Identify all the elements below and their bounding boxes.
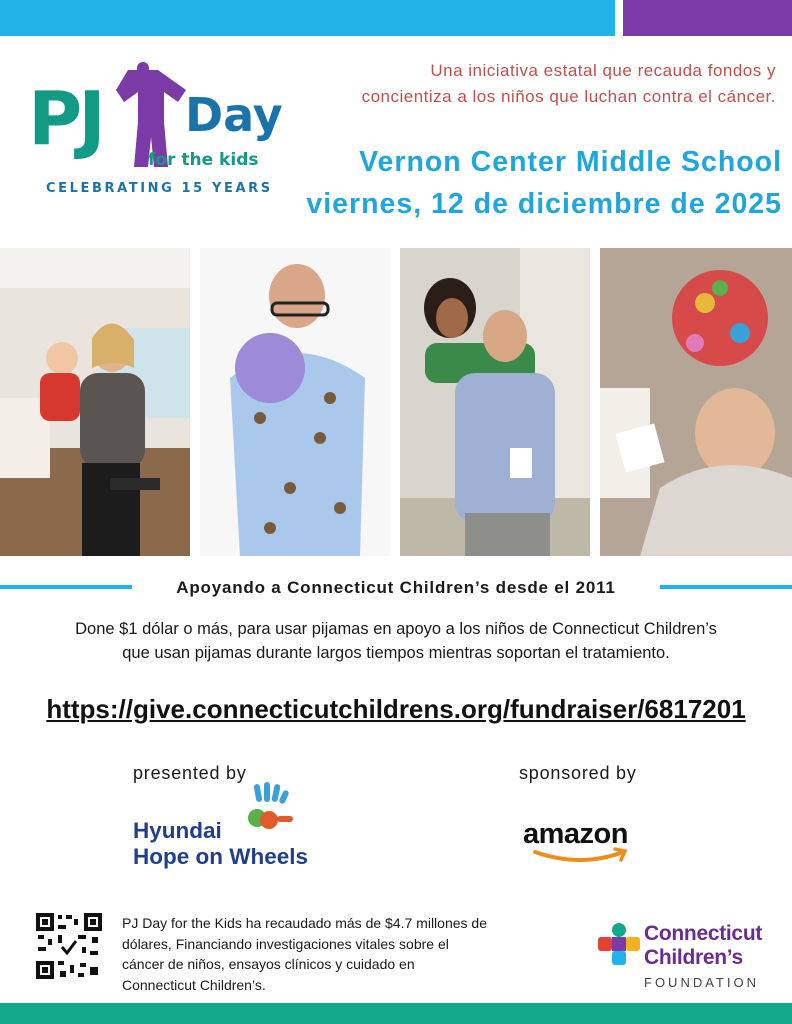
initiative-text [300, 58, 776, 110]
event-date: viernes, 12 de diciembre de 2025 [306, 188, 782, 220]
top-bar-purple [623, 0, 792, 36]
donate-line-2: que usan pijamas durante largos tiempos mientras soportan el tratamiento. [122, 644, 670, 662]
top-bar-blue [0, 0, 615, 36]
sponsored-by-label: sponsored by [519, 763, 637, 783]
fundraiser-link[interactable]: https://give.connecticutchildrens.org/fundraiser/6817201 [46, 694, 746, 724]
qr-code-icon [34, 911, 104, 981]
hyundai-hope-on-wheels-logo [133, 782, 333, 874]
logo-celebrating: CELEBRATING 15 YEARS [46, 181, 273, 196]
presented-by-label: presented by [133, 763, 247, 783]
ccf-foundation: FOUNDATION [644, 975, 759, 990]
supporting-heading: Apoyando a Connecticut Children’s desde el 2011 [176, 578, 616, 597]
blurb-line-2: dólares, Financiando investigaciones vitales sobre el [122, 935, 449, 952]
donate-line-1: Done $1 dólar o más, para usar pijamas en apoyo a los niños de Connecticut Children’s [75, 620, 717, 638]
logo-for-the-kids: for the kids [148, 150, 259, 170]
logo-day-text: Day [185, 88, 283, 142]
doctor-with-child-photo [400, 248, 590, 556]
foundation-cross-icon [596, 922, 642, 968]
ccf-childrens: Children’s [644, 946, 743, 969]
handprint-icon [239, 782, 299, 838]
connecticut-childrens-foundation-logo [596, 920, 776, 992]
initiative-line-2: concientiza a los niños que luchan contra el cáncer. [361, 87, 776, 106]
amazon-text: amazon [523, 818, 628, 850]
hope-on-wheels-text: Hope on Wheels [133, 844, 309, 869]
bottom-bar [0, 1003, 792, 1024]
amazon-smile-icon [531, 846, 631, 866]
logo-pj-text: PJ [28, 76, 102, 162]
divider-right [660, 585, 792, 589]
blurb-line-3: cáncer de niños, ensayos clínicos y cuidado en [122, 956, 415, 972]
divider-left [0, 585, 132, 589]
girl-in-pajamas-photo [200, 248, 390, 556]
pj-day-logo [28, 62, 290, 202]
amazon-logo [523, 818, 643, 868]
ccf-connecticut: Connecticut [644, 922, 763, 945]
fundraising-blurb [122, 913, 522, 995]
school-name: Vernon Center Middle School [359, 146, 782, 178]
child-drawing-photo [600, 248, 792, 556]
initiative-line-1: Una iniciativa estatal que recauda fondos y [430, 61, 776, 80]
mother-and-baby-photo [0, 248, 190, 556]
blurb-line-1: PJ Day for the Kids ha recaudado más de $4.7 millones de [122, 915, 487, 931]
hyundai-text: Hyundai [133, 818, 222, 843]
donate-text [20, 617, 772, 665]
blurb-line-4: Connecticut Children’s. [122, 976, 266, 993]
